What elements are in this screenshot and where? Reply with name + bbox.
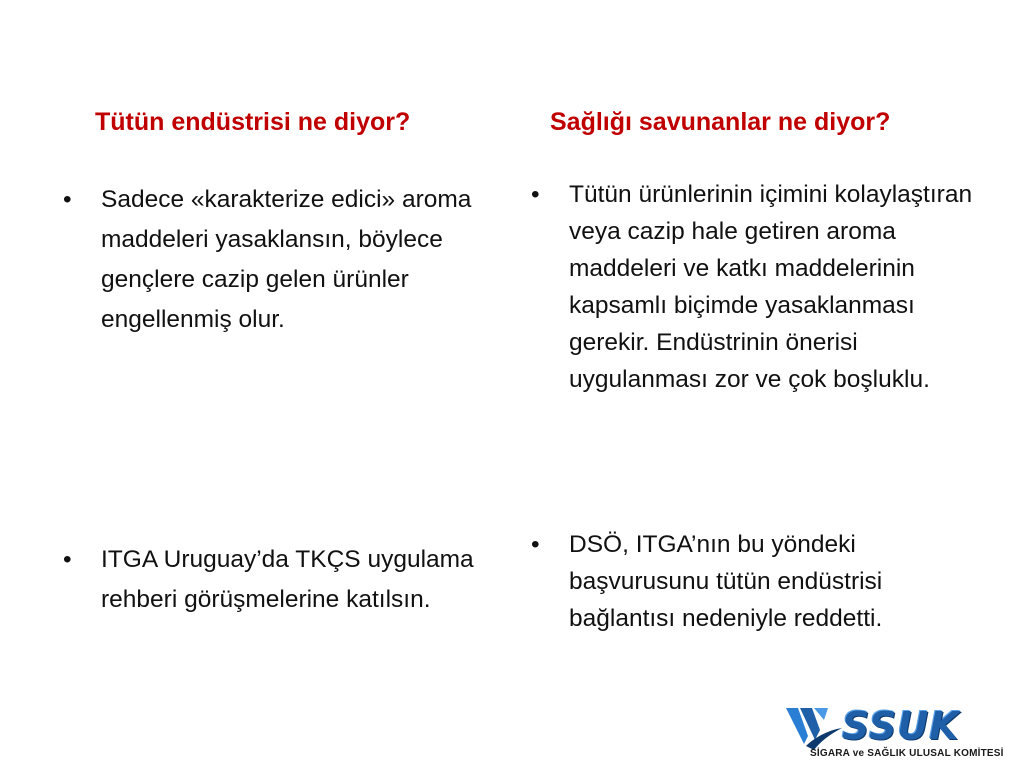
right-column-heading: Sağlığı savunanlar ne diyor?: [550, 108, 891, 136]
left-bullet-1: [63, 180, 501, 340]
left-bullet-2: [63, 540, 501, 620]
logo-wordmark: SSUK: [842, 704, 960, 748]
right-bullet-2-text: DSÖ, ITGA’nın bu yöndeki başvurusunu tütün endüstrisi bağlantısı nedeniyle reddetti.: [569, 531, 883, 632]
bullet-icon: •: [531, 531, 540, 558]
ssuk-logo: [784, 700, 1010, 762]
bullet-icon: •: [63, 546, 72, 573]
left-bullet-1-text: Sadece «karakterize edici» aroma maddeleri yasaklansın, böylece gençlere cazip gelen ürünler engellenmiş olur.: [101, 186, 472, 333]
bullet-icon: •: [531, 181, 540, 208]
left-column-heading: Tütün endüstrisi ne diyor?: [95, 108, 411, 136]
right-bullet-2: [531, 526, 989, 637]
right-bullet-1: [531, 176, 989, 398]
logo-subtitle: SİGARA ve SAĞLIK ULUSAL KOMİTESİ: [810, 748, 1004, 759]
ssuk-logo-icon: [784, 700, 844, 752]
left-bullet-2-text: ITGA Uruguay’da TKÇS uygulama rehberi görüşmelerine katılsın.: [101, 546, 474, 613]
bullet-icon: •: [63, 186, 72, 213]
right-bullet-1-text: Tütün ürünlerinin içimini kolaylaştıran veya cazip hale getiren aroma maddeleri ve katkı maddelerinin kapsamlı biçimde yasaklanması gerekir. Endüstrinin önerisi uygulanması zor ve çok boşluklu.: [569, 181, 973, 393]
